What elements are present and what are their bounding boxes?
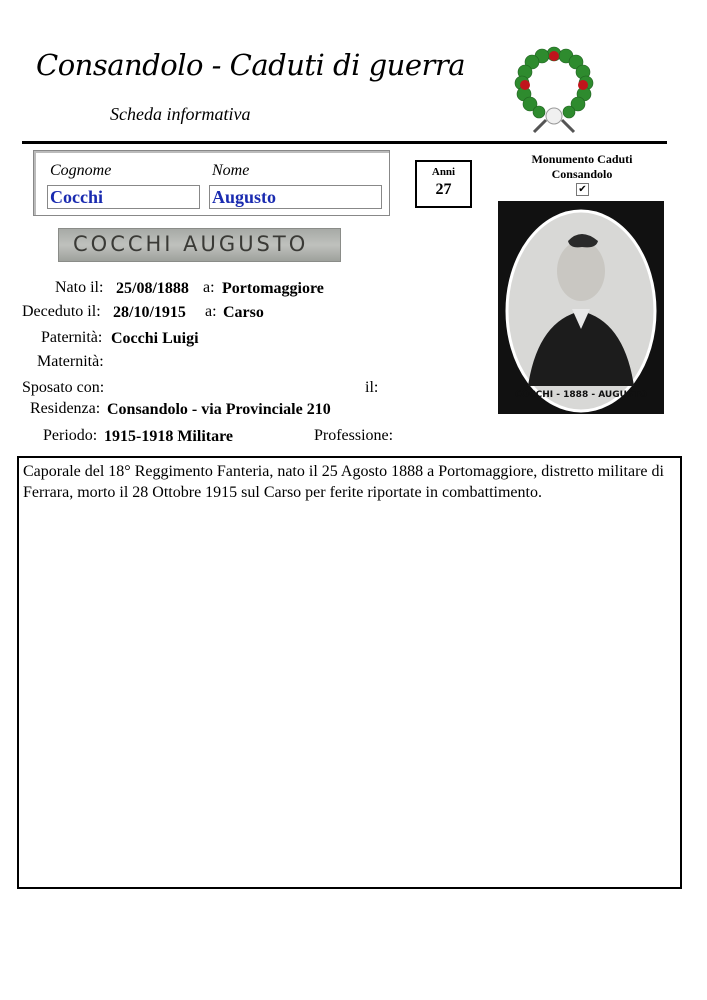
description-box: Caporale del 18° Reggimento Fanteria, nato il 25 Agosto 1888 a Portomaggiore, distretto militare di Ferrara, morto il 28 Ottobre 1915 sul Carso per ferite riportate in combattimento. (17, 456, 682, 889)
surname-field: Cocchi (47, 185, 200, 209)
died-label: Deceduto il: (22, 303, 101, 320)
born-place: Portomaggiore (222, 280, 324, 297)
father-label: Paternità: (41, 329, 103, 346)
laurel-wreath-icon (506, 40, 602, 136)
monument-checkbox: ✔ (576, 183, 589, 196)
died-place: Carso (223, 304, 264, 321)
period-label: Periodo: (43, 427, 98, 444)
married-label: Sposato con: (22, 379, 105, 396)
mother-label: Maternità: (37, 353, 104, 370)
born-label: Nato il: (55, 279, 104, 296)
period-value: 1915-1918 Militare (104, 428, 234, 445)
page-title: Consandolo - Caduti di guerra (36, 48, 466, 82)
residence-label: Residenza: (30, 400, 101, 417)
age-value: 27 (435, 181, 452, 198)
portrait-photo (498, 201, 664, 414)
age-box (415, 160, 472, 208)
header-divider (22, 141, 667, 144)
died-date: 28/10/1915 (113, 304, 186, 321)
inscription-stone (58, 228, 341, 262)
monument-label (520, 152, 644, 182)
married-date-label: il: (365, 379, 379, 396)
name-field: Augusto (209, 185, 382, 209)
born-date: 25/08/1888 (116, 280, 189, 297)
page-subtitle: Scheda informativa (110, 104, 251, 124)
age-label: Anni (431, 166, 456, 178)
died-place-label: a: (205, 303, 217, 320)
monument-label-line2: Consandolo (551, 167, 613, 181)
surname-label: Cognome (50, 162, 112, 179)
father-value: Cocchi Luigi (111, 330, 199, 347)
profession-label: Professione: (314, 427, 394, 444)
photo-inscription: COCCHI - 1888 - AUGUSTO (514, 390, 648, 400)
born-place-label: a: (203, 279, 215, 296)
residence-value: Consandolo - via Provinciale 210 (107, 401, 331, 418)
portrait-image (498, 201, 664, 414)
monument-label-line1: Monumento Caduti (531, 152, 633, 166)
name-label: Nome (212, 162, 250, 179)
inscription-text: COCCHI AUGUSTO (73, 232, 309, 256)
